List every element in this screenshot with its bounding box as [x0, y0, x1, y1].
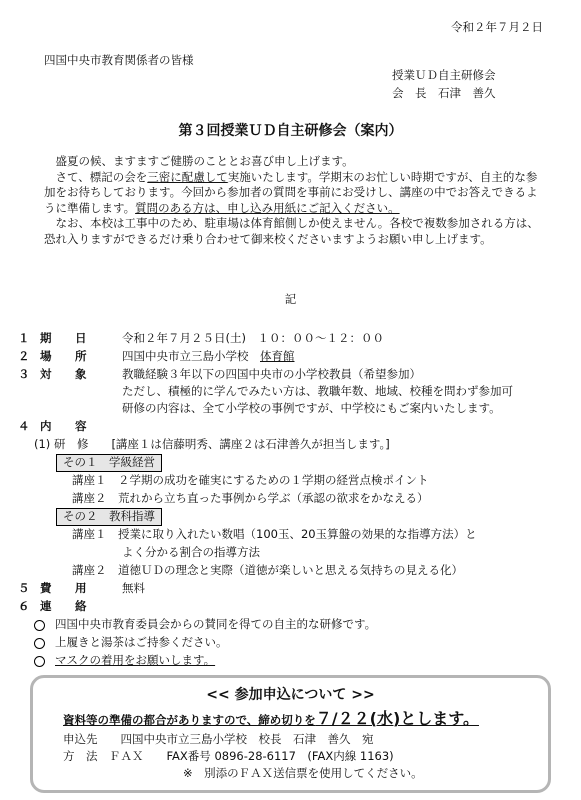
memo-3: マスクの着用をお願いします。 — [18, 652, 563, 670]
target-note-2: 研修の内容は、全て小学校の事例ですが、中学校にもご案内いたします。 — [122, 401, 501, 415]
item-fee: ５ 費 用 無料 — [18, 581, 145, 596]
apply-to: 申込先 四国中央市立三島小学校 校長 石津 善久 宛 — [63, 732, 374, 746]
circle-bullet-icon — [34, 620, 45, 631]
item-content: ４ 内 容 — [18, 419, 93, 434]
target-note-1: ただし、積極的に学んでみたい方は、教職年数、地域、校種を問わず参加可 — [122, 384, 513, 398]
recipient: 四国中央市教育関係者の皆様 — [44, 53, 194, 67]
ki-heading: 記 — [284, 292, 297, 306]
item-contact: ６ 連 絡 — [18, 599, 93, 614]
lecture-2-1: 講座１ 授業に取り入れたい数唱（100玉、20玉算盤の効果的な指導方法）と — [72, 527, 477, 542]
deadline-line: 資料等の準備の都合がありますので、締め切りを７/２２(水)とします。 — [63, 709, 479, 728]
circle-bullet-icon — [34, 638, 45, 649]
notice-title: << 参加申込について >> — [206, 687, 375, 703]
lecture-2-2: 講座２ 道徳ＵＤの理念と実際（道徳が楽しいと思える気持ちの見える化） — [72, 563, 463, 578]
item-target: ３ 対 象 教職経験３年以下の四国中央市の小学校教員（希望参加） — [18, 367, 421, 382]
organization: 授業ＵＤ自主研修会 — [392, 68, 496, 82]
item-list — [18, 330, 563, 670]
lecture-1-2: 講座２ 荒れから立ち直った事例から学ぶ（承認の欲求をかなえる） — [72, 491, 429, 506]
item-date: １ 期 日 令和２年７月２５日(土) １０：００～１２：００ — [18, 331, 384, 346]
greeting: 盛夏の候、ますますご健勝のこととお喜び申し上げます。 — [55, 154, 354, 168]
fax-note: ※ 別添のＦＡＸ送信票を使用してください。 — [183, 766, 423, 780]
section-box-1: その１ 学級経営 — [56, 454, 162, 472]
apply-method: 方 法 ＦＡＸ FAX番号 0896-28-6117 (FAX内線 1163) — [63, 749, 394, 763]
paragraph-3: なお、本校は工事中のため、駐車場は体育館側しか使えません。各校で複数参加される方は、恐れ入りますができるだけ乗り合わせて御来校くださいますようお願い申し上げます。 — [44, 216, 539, 246]
memo-2: 上履きと湯茶はご持参ください。 — [18, 634, 563, 652]
signatory: 会 長 石津 善久 — [392, 86, 496, 100]
body-text — [44, 154, 544, 247]
circle-bullet-icon — [34, 656, 45, 667]
memo-1: 四国中央市教育委員会からの賛同を得ての自主的な研修です。 — [18, 616, 563, 634]
page-title: 第３回授業ＵＤ自主研修会（案内） — [178, 123, 403, 139]
paragraph-2: さて、標記の会を三密に配慮して実施いたします。学期末のお忙しい時期ですが、自主的な参加をお待ちしております。今回から参加者の質問を事前にお受けし、講座の中でお答えできるように準備します。質問のある方は、申し込み用紙にご記入ください。 — [44, 169, 538, 215]
section-box-2: その２ 教科指導 — [56, 508, 162, 526]
lecture-2-1-cont: よく分かる割合の指導方法 — [122, 545, 260, 560]
application-notice-box — [30, 675, 551, 793]
lecture-1-1: 講座１ ２学期の成功を確実にするための１学期の経営点検ポイント — [72, 473, 429, 488]
training-line: (1) 研 修 [講座１は信藤明秀、講座２は石津善久が担当します。] — [34, 437, 390, 452]
document-date: 令和２年７月２日 — [451, 20, 543, 34]
item-place: ２ 場 所 四国中央市立三島小学校 体育館 — [18, 349, 295, 364]
